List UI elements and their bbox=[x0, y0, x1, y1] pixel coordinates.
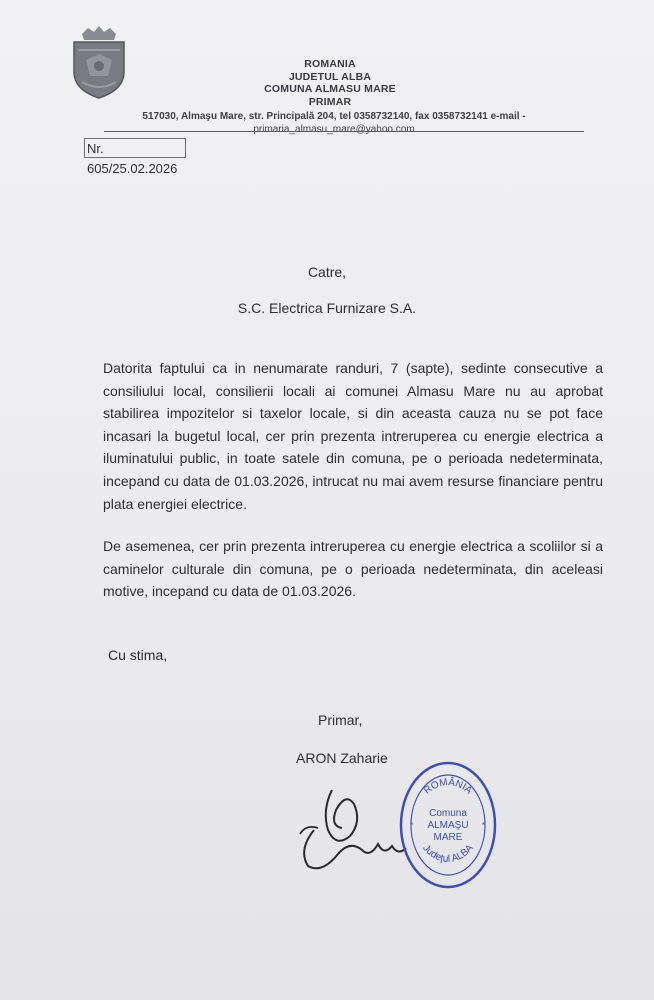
letterhead bbox=[120, 58, 540, 108]
signatory-name: ARON Zaharie bbox=[296, 750, 388, 766]
body-paragraph-2: De asemenea, cer prin prezenta intreruperea cu energie electrica a scoliilor si a caminelor culturale din comuna, pe o perioada nedeterminata, din aceleasi motive, incepand cu data de 01.03.2026. bbox=[103, 538, 603, 600]
header-office: PRIMAR bbox=[308, 95, 352, 108]
svg-text:ROMÂNIA: ROMÂNIA bbox=[422, 777, 475, 797]
address-line: 517030, Almaşu Mare, str. Principală 204, tel 0358732140, fax 0358732141 e-mail - bbox=[142, 111, 526, 122]
svg-text:*: * bbox=[482, 821, 486, 830]
svg-text:Comuna: Comuna bbox=[429, 808, 467, 819]
salutation: Catre, bbox=[307, 264, 347, 280]
registration-number: Nr. 605/25.02.2026 bbox=[84, 138, 186, 158]
closing: Cu stima, bbox=[108, 647, 168, 663]
recipient-company: S.C. Electrica Furnizare S.A. bbox=[237, 300, 417, 316]
header-country: ROMANIA bbox=[304, 58, 356, 70]
svg-text:*: * bbox=[410, 821, 414, 830]
body-paragraph-1: Datorita faptului ca in nenumarate randuri, 7 (sapte), sedinte consecutive a consiliului local, consilierii locali ai comunei Almasu Mare nu au aprobat stabilirea impozitelor si taxelor locale, si din aceasta cauza nu se pot face incasari la bugetul local, cer prin prezenta intreruperea cu energie electrica a iluminatului public, in toate satele din comuna, pe o perioada nedeterminata, incepand cu data de 01.03.2026, intrucat nu mai avem resurse financiare pentru plata energiei electrice. bbox=[103, 360, 603, 512]
svg-text:Judeţul ALBA: Judeţul ALBA bbox=[420, 842, 476, 866]
letterhead-address bbox=[104, 110, 564, 136]
signatory-role: Primar, bbox=[318, 712, 363, 728]
official-stamp bbox=[398, 760, 498, 890]
email-address: primaria_almasu_mare@yahoo.com bbox=[253, 124, 415, 135]
header-county: JUDETUL ALBA bbox=[288, 70, 372, 83]
header-divider bbox=[104, 131, 584, 132]
svg-text:ALMAŞU: ALMAŞU bbox=[427, 820, 469, 831]
svg-text:MARE: MARE bbox=[433, 832, 463, 843]
header-commune: COMUNA ALMASU MARE bbox=[264, 83, 396, 95]
